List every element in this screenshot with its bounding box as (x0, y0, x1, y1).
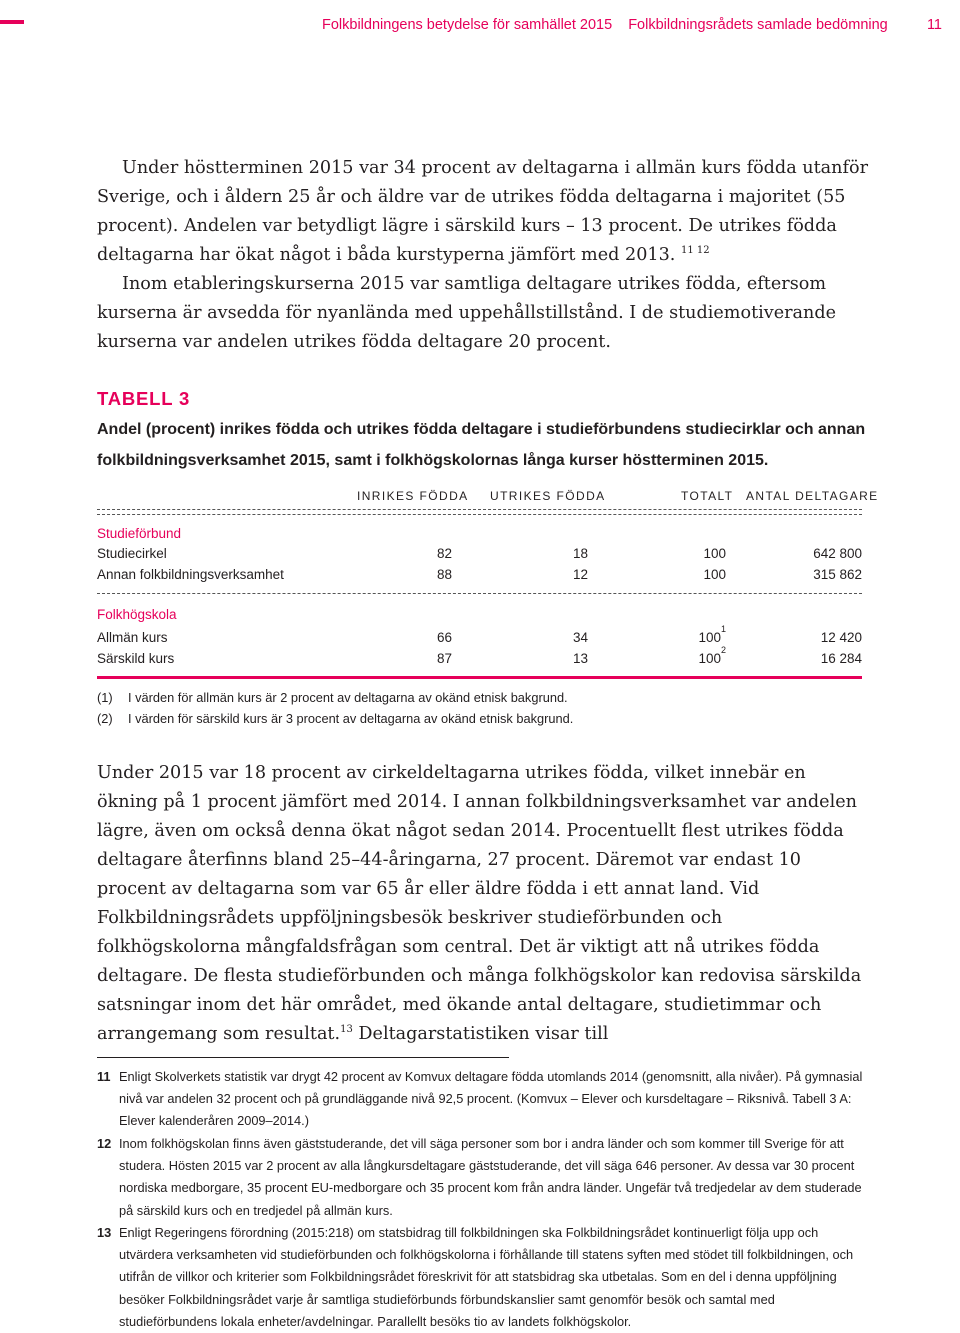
column-header-totalt: TOTALT (681, 489, 734, 503)
table-divider (97, 509, 862, 510)
cell-inrikes: 88 (437, 567, 453, 582)
row-label: Särskild kurs (97, 651, 175, 666)
table-note (97, 711, 573, 726)
footnote-text: Enligt Skolverkets statistik var drygt 42 procent av Komvux deltagare födda utomlands 2014 (genomsnitt, alla nivåer). På gymnasial nivå var andelen 32 procent och på grundläggande nivå 92,5 procent. (Komvux – Elever och kursdeltagare – Riksnivå. Tabell 3 A: Elever kalenderåren 2009–2014.) (119, 1069, 863, 1129)
header-publication-title: Folkbildningens betydelse för samhället 2015 (322, 17, 613, 33)
table-bottom-rule (97, 676, 862, 679)
cell-antal: 642 800 (813, 546, 862, 561)
cell-utrikes: 18 (573, 546, 589, 561)
table-note (97, 690, 568, 705)
table-divider (97, 514, 862, 515)
table-divider (97, 593, 862, 594)
footnote-rule (97, 1057, 509, 1058)
table-caption: Andel (procent) inrikes födda och utrikes födda deltagare i studieförbundens studiecirklar och annan folkbildningsverksamhet 2015, samt i folkhögskolornas långa kurser höstterminen 2015. (97, 421, 866, 469)
header-accent-dash (0, 20, 24, 24)
row-label: Studiecirkel (97, 546, 167, 561)
table-note-key: (2) (97, 711, 113, 726)
footnote-number: 13 (97, 1225, 112, 1240)
table-row (97, 546, 862, 566)
intro-paragraph-2: Inom etableringskurserna 2015 var samtliga deltagare utrikes födda, eftersom kurserna är avsedda för nyanlända med uppehållstillstånd. I de studiemotiverande kurserna var andelen utrikes födda deltagare 20 procent. (97, 274, 837, 352)
row-label: Allmän kurs (97, 630, 168, 645)
intro-text (97, 154, 869, 357)
table-note-key: (1) (97, 690, 113, 705)
cell-totalt: $100^1$ (698, 623, 726, 645)
body-paragraph: Under 2015 var 18 procent av cirkeldeltagarna utrikes födda, vilket innebär en ökning på 1 procent jämfört med 2014. I annan folkbildningsverksamhet var andelen lägre, även om också denna ökat något sedan 2014. Procentuellt flest utrikes födda deltagare återfinns bland 25–44-åringarna, 27 procent. Däremot var endast 10 procent av deltagarna som var 65 år eller äldre födda i ett annat land. Vid Folkbildningsrådets uppföljningsbesök beskriver studieförbunden och folkhögskolorna mångfaldsfrågan som central. Det är viktigt att nå utrikes födda deltagare. De flesta studieförbunden och många folkhögskolor kan redovisa särskilda satsningar inom det här området, med ökande antal deltagare, studietimmar och arrangemang som resultat.$^{13}$ Deltagarstatistiken visar till (97, 763, 862, 1044)
table-note-text: I värden för allmän kurs är 2 procent av deltagarna av okänd etnisk bakgrund. (128, 690, 568, 705)
footnote-refs-11-12: 11 12 (680, 245, 710, 256)
cell-inrikes: 66 (437, 630, 453, 645)
table-row (97, 623, 862, 650)
column-header-utrikes: UTRIKES FÖDDA (490, 489, 606, 503)
cell-inrikes: 82 (437, 546, 453, 561)
cell-utrikes: 12 (573, 567, 589, 582)
table-note-ref-1: 1 (720, 623, 726, 634)
header-section-title: Folkbildningsrådets samlade bedömning (628, 17, 888, 33)
table-row (97, 567, 862, 587)
cell-totalt: 100 (703, 567, 726, 582)
page-number: 11 (926, 17, 942, 33)
column-header-antal: ANTAL DELTAGARE (746, 489, 879, 503)
footnote-ref-13: 13 (340, 1024, 353, 1035)
cell-antal: 315 862 (813, 567, 862, 582)
table-note-text: I värden för särskild kurs är 3 procent av deltagarna av okänd etnisk bakgrund. (128, 711, 574, 726)
footnote-number: 12 (97, 1136, 112, 1151)
table-label: TABELL 3 (97, 388, 191, 409)
footnote-text: Enligt Regeringens förordning (2015:218) om statsbidrag till folkbildningen ska Folkbildningsrådet kontinuerligt följa upp och utvärdera verksamheten vid studieförbunden och folkhögskolorna i förhållande till statens syften med stödet till folkbildningen, och utifrån de villkor och kriterier som Folkbildningsrådet föreskrivit för att statsbidrag ska utbetalas. Som en del i denna uppföljning besöker Folkbildningsrådet varje år samtliga studieförbunds förbundskanslier samt genomför besök och samtal med studieförbundens lokala enheter/avdelningar. Parallellt besöks tio av landets folkhögskolor. (119, 1225, 854, 1329)
cell-totalt: 100 (703, 546, 726, 561)
cell-antal: 12 420 (820, 630, 862, 645)
cell-utrikes: 13 (573, 651, 589, 666)
column-header-inrikes: INRIKES FÖDDA (357, 489, 469, 503)
footnote-11 (97, 1066, 867, 1133)
section-title-studieforbund: Studieförbund (97, 526, 182, 541)
intro-paragraph-1: Under höstterminen 2015 var 34 procent av deltagarna i allmän kurs födda utanför Sverige, och i åldern 25 år och äldre var de utrikes födda deltagarna i majoritet (55 procent). Andelen var betydligt lägre i särskild kurs – 13 procent. De utrikes födda deltagarna har ökat något i båda kurstyperna jämfört med 2013. $^{11 12}$ (97, 158, 869, 265)
cell-totalt: $100^2$ (698, 644, 726, 666)
table-note-ref-2: 2 (720, 644, 726, 655)
footnote-12 (97, 1133, 867, 1222)
cell-antal: 16 284 (820, 651, 862, 666)
footnote-text: Inom folkhögskolan finns även gäststuderande, det vill säga personer som bor i andra länder och som kommer till Sverige för att studera. Hösten 2015 var 2 procent av alla långkursdeltagare gäststuderande, det vill säga 646 personer. Av dessa var 30 procent nordiska medborgare, 35 procent EU-medborgare och 35 procent kom från andra länder. Ungefär två tredjedelar av dem studerade på särskild kurs och en tredjedel på allmän kurs. (119, 1136, 862, 1218)
section-title-folkhogskola: Folkhögskola (97, 607, 177, 622)
footnote-13 (97, 1222, 867, 1333)
cell-inrikes: 87 (437, 651, 453, 666)
row-label: Annan folkbildningsverksamhet (97, 567, 284, 582)
cell-utrikes: 34 (573, 630, 589, 645)
footnote-number: 11 (97, 1069, 111, 1084)
table-row (97, 644, 862, 671)
running-header (322, 17, 888, 33)
